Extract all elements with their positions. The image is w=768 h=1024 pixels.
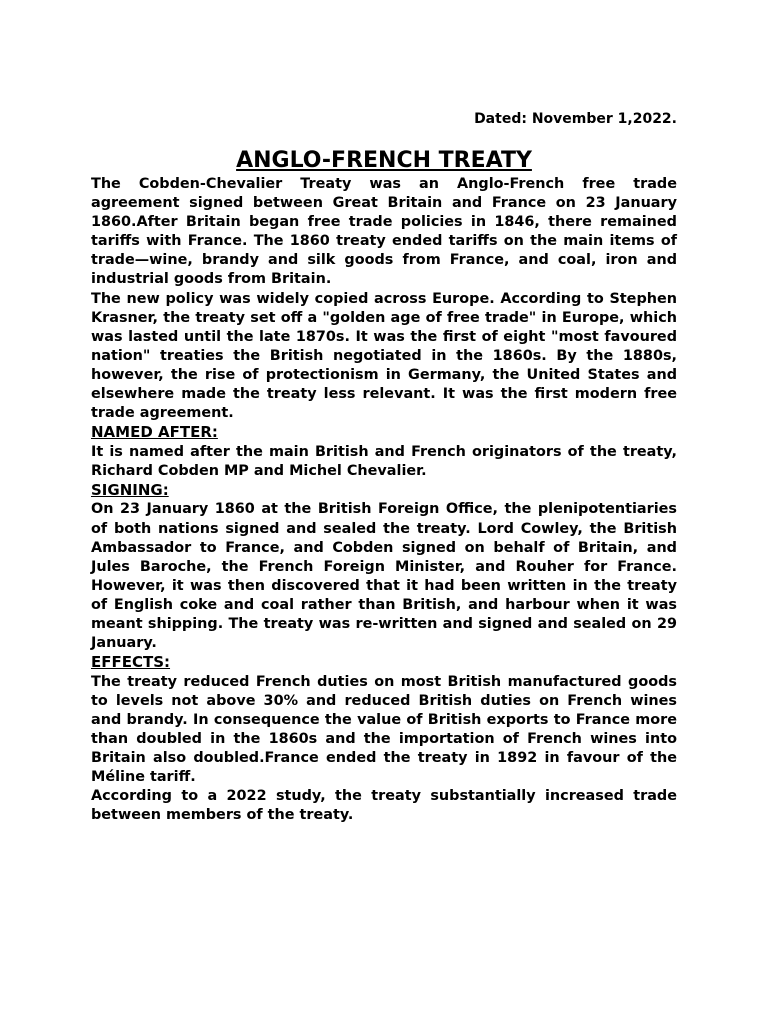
document-title: ANGLO-FRENCH TREATY bbox=[236, 148, 532, 173]
signing-paragraph: On 23 January 1860 at the British Foreign Office, the plenipotentiaries of both nations signed and sealed the treaty. Lord Cowley, the British Ambassador to France, and Cobden signed on behalf of Britain, and Jules Baroche, the French Foreign Minister, and Rouher for France. However, it was then discovered that it had been written in the treaty of English coke and coal rather than British, and harbour when it was meant shipping. The treaty was re-written and signed and sealed on 29 January. bbox=[91, 501, 677, 652]
document-date: Dated: November 1,2022. bbox=[474, 111, 677, 127]
named-after-paragraph: It is named after the main British and French originators of the treaty, Richard Cobden MP and Michel Chevalier. bbox=[91, 443, 677, 479]
section-heading-signing: SIGNING: bbox=[91, 480, 169, 499]
document-page bbox=[91, 110, 677, 825]
effects-paragraph: According to a 2022 study, the treaty substantially increased trade between members of the treaty. bbox=[91, 788, 677, 824]
intro-paragraph: The new policy was widely copied across Europe. According to Stephen Krasner, the treaty set off a "golden age of free trade" in Europe, which was lasted until the late 1870s. It was the first of eight "most favoured nation" treaties the British negotiated in the 1860s. By the 1880s, however, the rise of protectionism in Germany, the United States and elsewhere made the treaty less relevant. It was the first modern free trade agreement. bbox=[91, 290, 677, 422]
section-heading-named-after: NAMED AFTER: bbox=[91, 423, 218, 442]
effects-paragraph: The treaty reduced French duties on most British manufactured goods to levels not above 30% and reduced British duties on French wines and brandy. In consequence the value of British exports to France more than doubled in the 1860s and the importation of French wines into Britain also doubled.France ended the treaty in 1892 in favour of the Méline tariff. bbox=[91, 673, 677, 786]
intro-paragraph: The Cobden-Chevalier Treaty was an Anglo-French free trade agreement signed between Great Britain and France on 23 January 1860.After Britain began free trade policies in 1846, there remained tariffs with France. The 1860 treaty ended tariffs on the main items of trade—wine, brandy and silk goods from France, and coal, iron and industrial goods from Britain. bbox=[91, 176, 677, 288]
section-heading-effects: EFFECTS: bbox=[91, 653, 171, 672]
